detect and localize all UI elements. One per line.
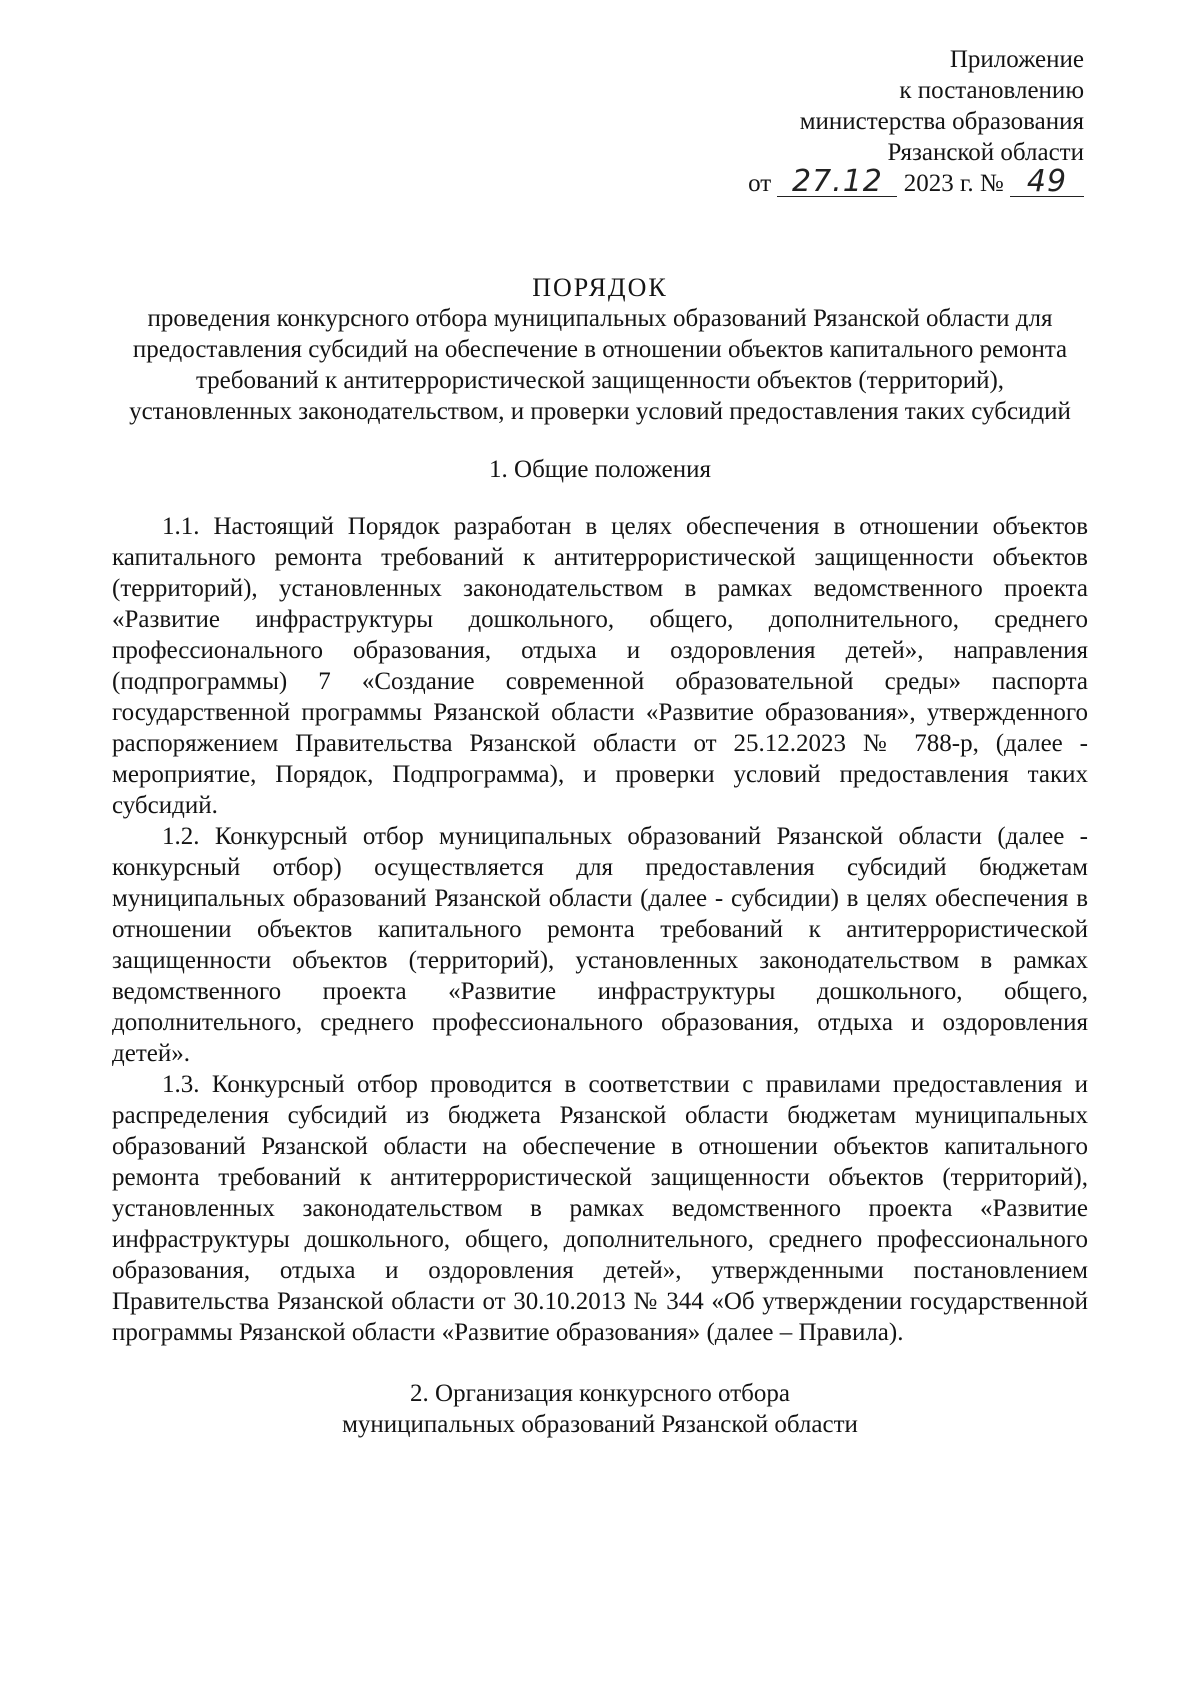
paragraph-1-1: 1.1. Настоящий Порядок разработан в целях обеспечения в отношении объектов капитального ремонта требований к антитеррористической защищенности объектов (территорий), установленных законодательством в рамках ведомственного проекта «Развитие инфраструктуры дошкольного, общего, дополнительного, среднего профессионального образования, отдыха и оздоровления детей», направления (подпрограммы) 7 «Создание современной образовательной среды» паспорта государственной программы Рязанской области «Развитие образования», утвержденного распоряжением Правительства Рязанской области от 25.12.2023 № 788-р, (далее - мероприятие, Порядок, Подпрограмма), и проверки условий предоставления таких субсидий.: [112, 513, 1088, 819]
document-subtitle: проведения конкурсного отбора муниципальных образований Рязанской области для предоставления субсидий на обеспечение в отношении объектов капитального ремонта требований к антитеррористической защищенности объектов (территорий), установленных законодательством, и проверки условий предоставления таких субсидий: [129, 305, 1071, 425]
appendix-line-1: Приложение: [949, 46, 1084, 73]
date-suffix: 2023 г. №: [903, 170, 1004, 197]
paragraph-1-2: 1.2. Конкурсный отбор муниципальных образований Рязанской области (далее - конкурсный отбор) осуществляется для предоставления субсидий бюджетам муниципальных образований Рязанской области (далее - субсидии) в целях обеспечения в отношении объектов капитального ремонта требований к антитеррористической защищенности объектов (территорий), установленных законодательством в рамках ведомственного проекта «Развитие инфраструктуры дошкольного, общего, дополнительного, среднего профессионального образования, отдыха и оздоровления детей».: [112, 823, 1088, 1067]
date-prefix: от: [748, 170, 772, 197]
handwritten-number: 49: [1010, 168, 1084, 197]
handwritten-date: 27.12: [777, 168, 897, 197]
section-2-heading: [112, 1378, 1088, 1440]
paragraph-1-3: 1.3. Конкурсный отбор проводится в соответствии с правилами предоставления и распределения субсидий из бюджета Рязанской области бюджетам муниципальных образований Рязанской области на обеспечение в отношении объектов капитального ремонта требований к антитеррористической защищенности объектов (территорий), установленных законодательством в рамках ведомственного проекта «Развитие инфраструктуры дошкольного, общего, дополнительного, среднего профессионального образования, отдыха и оздоровления детей», утвержденными постановлением Правительства Рязанской области от 30.10.2013 № 344 «Об утверждении государственной программы Рязанской области «Развитие образования» (далее – Правила).: [112, 1071, 1088, 1346]
appendix-date-line: [112, 164, 1084, 199]
appendix-line-2: к постановлению: [899, 77, 1084, 104]
section-2-heading-line-2: муниципальных образований Рязанской области: [342, 1411, 858, 1438]
appendix-line-3: министерства образования: [799, 108, 1084, 135]
section-1-heading: 1. Общие положения: [489, 456, 711, 483]
appendix-header: [112, 44, 1084, 199]
section-2-heading-line-1: 2. Организация конкурсного отбора: [410, 1380, 790, 1407]
document-title: ПОРЯДОК: [532, 273, 668, 302]
appendix-line-4: Рязанской области: [887, 139, 1084, 166]
